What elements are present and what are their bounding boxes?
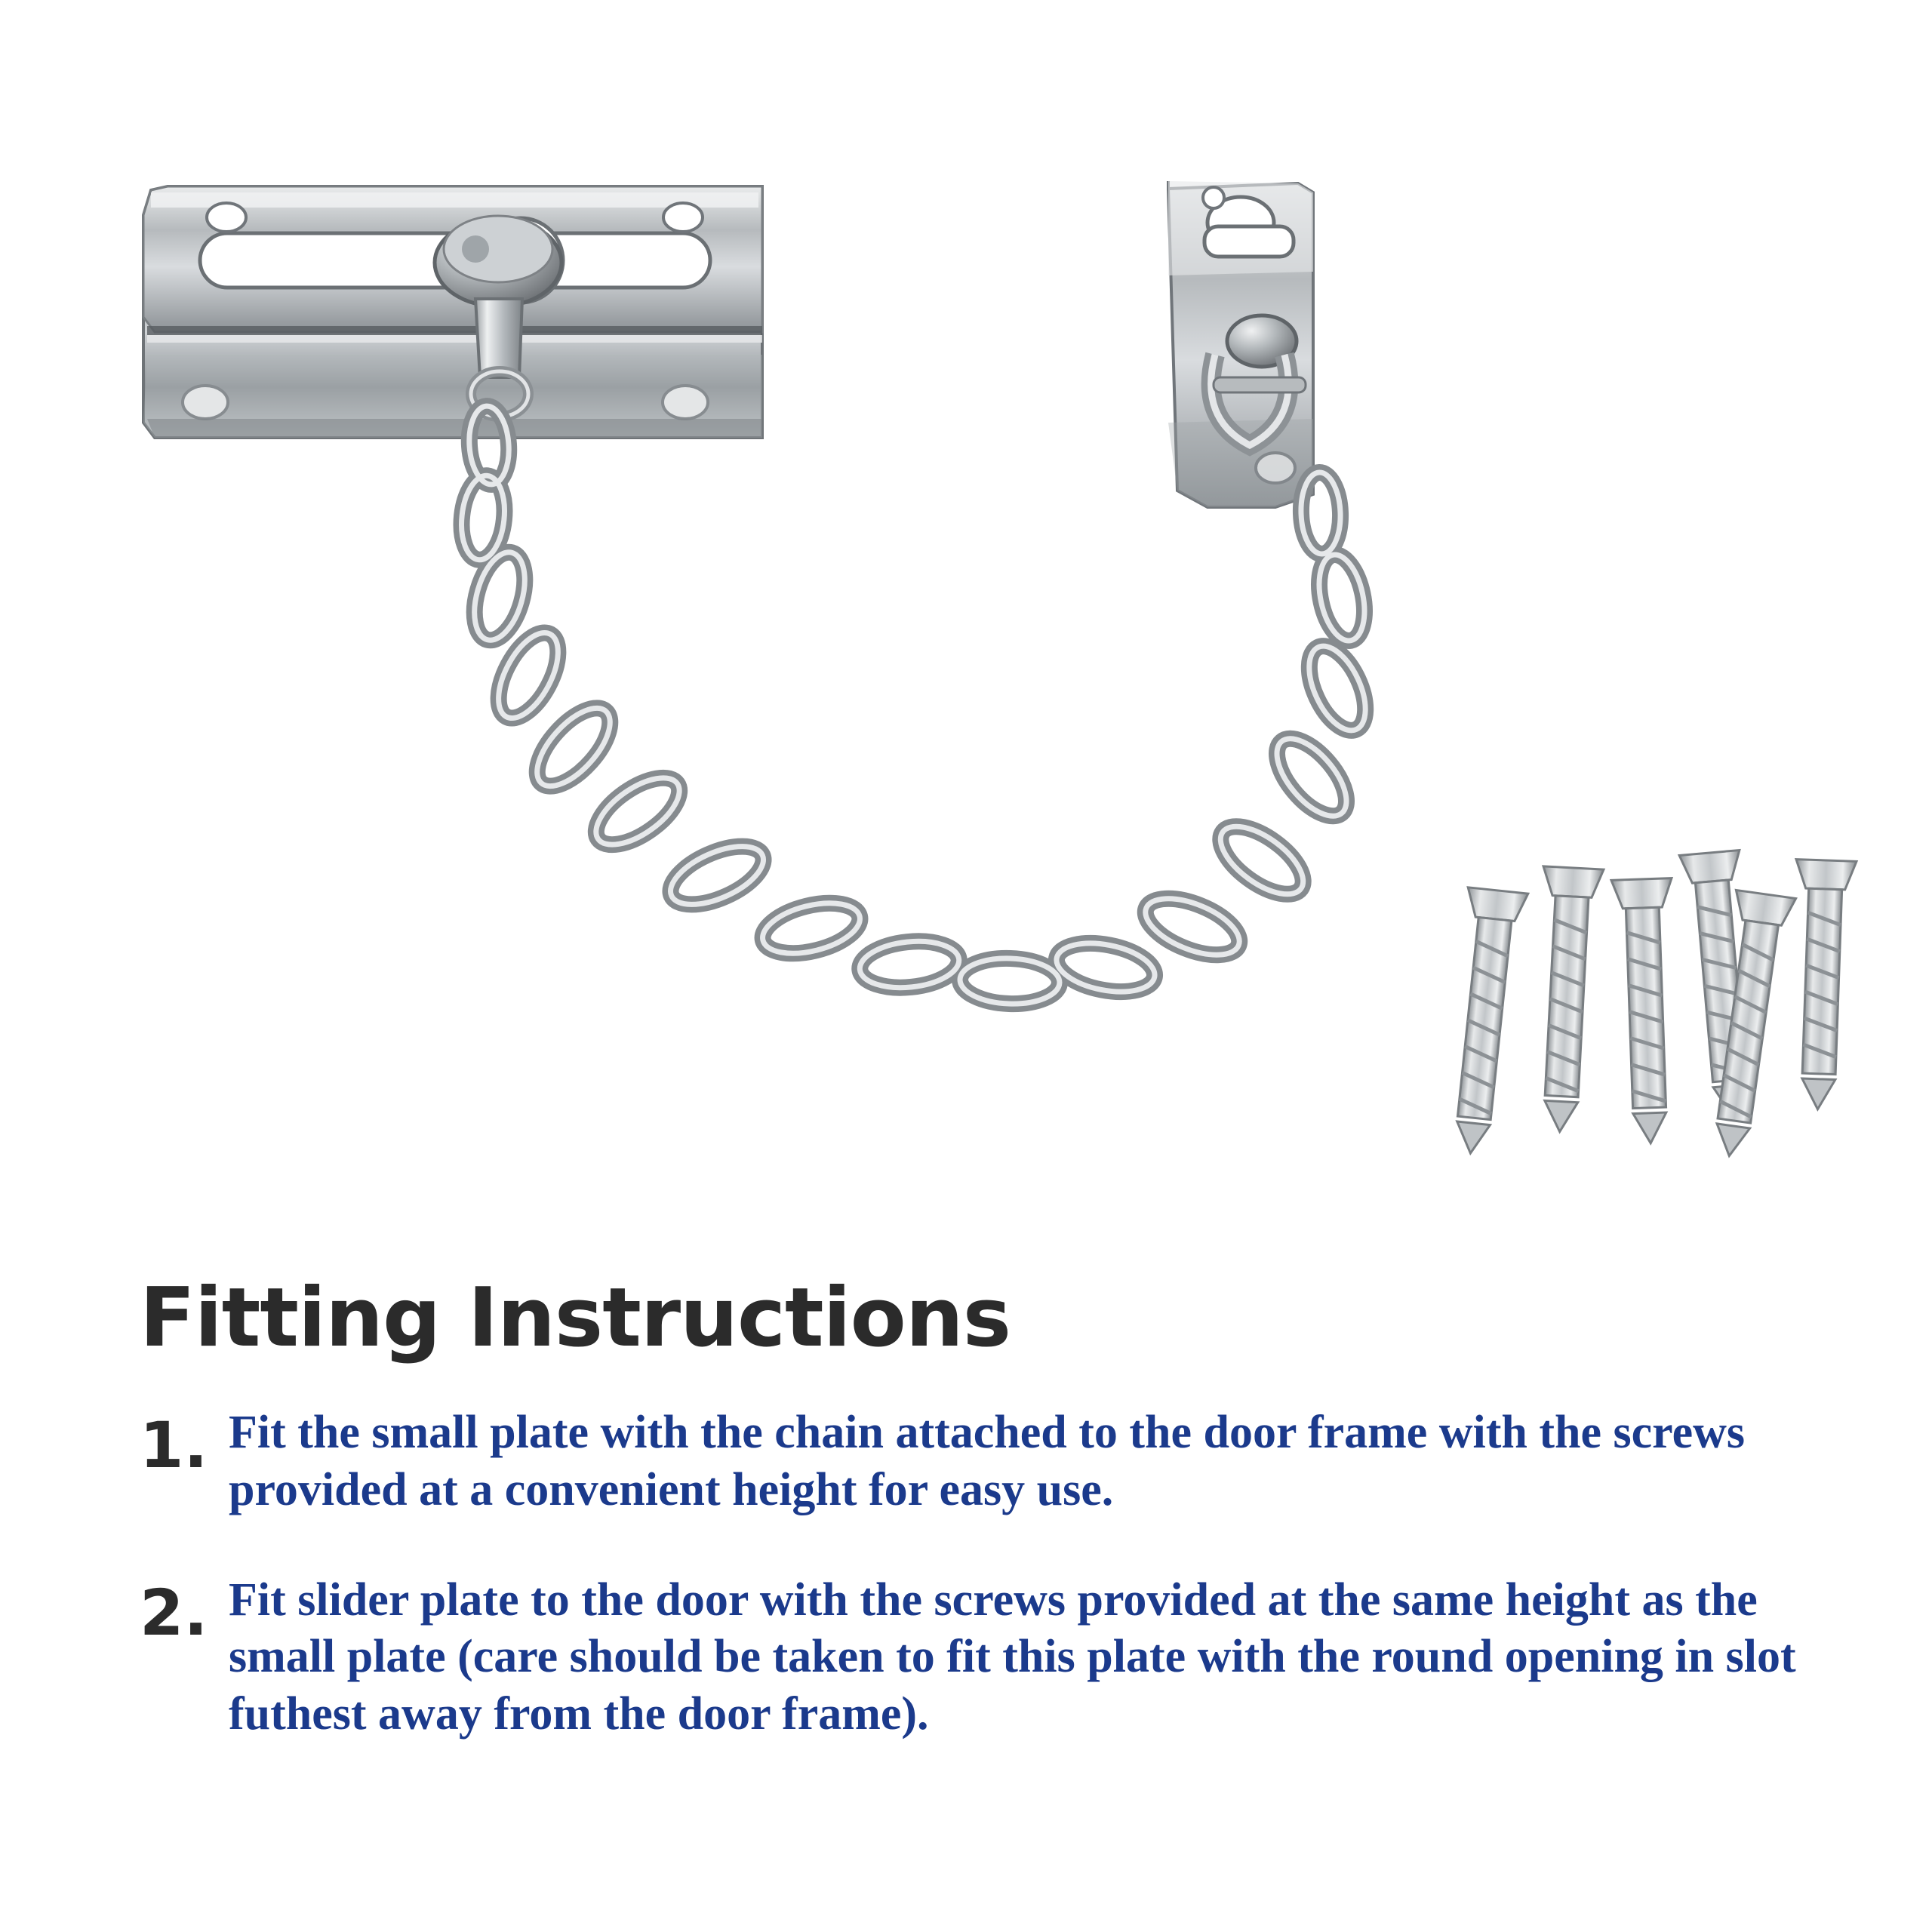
slider-plate-group xyxy=(143,186,762,438)
small-plate-group xyxy=(1168,181,1313,507)
step-number: 2. xyxy=(140,1575,208,1650)
fitting-instructions-section xyxy=(140,1271,1845,1796)
step-text: Fit the small plate with the chain attached to the door frame with the screws provided at a convenient height for easy use. xyxy=(229,1407,1746,1516)
instruction-step-1 xyxy=(140,1404,1845,1518)
step-text: Fit slider plate to the door with the screws provided at the same height as the small plate (care should be taken to fit this plate with the round opening in slot futhest away from the door frame). xyxy=(229,1574,1796,1740)
step-number: 1. xyxy=(140,1408,208,1483)
screws-group xyxy=(1441,851,1857,1161)
page-title: Fitting Instructions xyxy=(140,1271,1011,1365)
instruction-step-2 xyxy=(140,1572,1845,1743)
